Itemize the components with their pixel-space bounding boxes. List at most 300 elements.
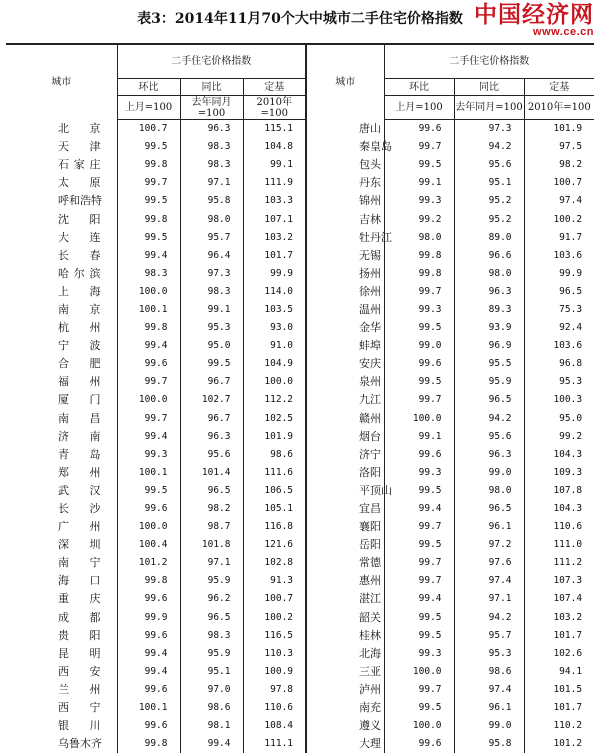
- left-city-cell: 北京: [58, 121, 101, 135]
- left-yoy-cell: 97.3: [180, 265, 243, 283]
- right-yoy-cell: 99.0: [454, 464, 524, 482]
- left-fixed-cell: 101.9: [243, 428, 306, 446]
- right-fixed-cell: 95.0: [524, 410, 594, 428]
- right-city-cell: 遵义: [306, 717, 384, 735]
- right-yoy-cell: 97.4: [454, 572, 524, 590]
- right-fixed-cell: 100.2: [524, 210, 594, 228]
- table-row: [6, 319, 594, 337]
- right-city-cell: 烟台: [306, 428, 384, 446]
- header-city-left: 城市: [6, 44, 117, 120]
- table-row: [6, 446, 594, 464]
- right-yoy-cell: 97.2: [454, 536, 524, 554]
- left-fixed-cell: 100.2: [243, 609, 306, 627]
- left-yoy-cell: 98.2: [180, 500, 243, 518]
- left-yoy-cell: 99.5: [180, 355, 243, 373]
- right-city-cell: 岳阳: [306, 536, 384, 554]
- header-fixed-left: 定基: [243, 79, 306, 96]
- left-mom-cell: 99.4: [117, 428, 180, 446]
- left-mom-cell: 99.8: [117, 210, 180, 228]
- table-row: [6, 428, 594, 446]
- left-fixed-cell: 108.4: [243, 717, 306, 735]
- left-city-cell: 宁波: [58, 339, 101, 353]
- right-fixed-cell: 110.6: [524, 518, 594, 536]
- left-mom-cell: 99.6: [117, 681, 180, 699]
- right-mom-cell: 99.5: [384, 609, 454, 627]
- right-city-cell: 徐州: [306, 283, 384, 301]
- right-yoy-cell: 95.2: [454, 192, 524, 210]
- right-yoy-cell: 95.6: [454, 428, 524, 446]
- left-mom-cell: 100.0: [117, 283, 180, 301]
- table-body: [6, 120, 594, 754]
- header-yoy-base-left: 去年同月=100: [180, 96, 243, 120]
- right-yoy-cell: 95.1: [454, 174, 524, 192]
- left-fixed-cell: 121.6: [243, 536, 306, 554]
- left-mom-cell: 99.4: [117, 337, 180, 355]
- left-fixed-cell: 115.1: [243, 120, 306, 139]
- right-fixed-cell: 75.3: [524, 301, 594, 319]
- left-mom-cell: 99.4: [117, 663, 180, 681]
- left-yoy-cell: 95.9: [180, 572, 243, 590]
- left-mom-cell: 99.6: [117, 355, 180, 373]
- left-yoy-cell: 98.3: [180, 156, 243, 174]
- left-mom-cell: 100.1: [117, 699, 180, 717]
- left-city-cell: 南京: [58, 302, 101, 316]
- right-city-cell: 南充: [306, 699, 384, 717]
- table-row: [6, 663, 594, 681]
- right-yoy-cell: 89.3: [454, 301, 524, 319]
- left-fixed-cell: 99.9: [243, 265, 306, 283]
- left-city-cell: 海口: [58, 574, 101, 588]
- left-yoy-cell: 95.3: [180, 319, 243, 337]
- site-logo: [474, 2, 594, 38]
- left-city-cell: 武汉: [58, 483, 101, 497]
- right-mom-cell: 99.7: [384, 554, 454, 572]
- right-mom-cell: 100.0: [384, 717, 454, 735]
- right-yoy-cell: 96.5: [454, 500, 524, 518]
- left-mom-cell: 99.8: [117, 156, 180, 174]
- left-city-cell: 合肥: [58, 357, 101, 371]
- logo-name: 中国经济网: [474, 1, 594, 28]
- right-fixed-cell: 95.3: [524, 373, 594, 391]
- right-city-cell: 丹东: [306, 174, 384, 192]
- right-mom-cell: 99.7: [384, 138, 454, 156]
- header-yoy-base-right: 去年同月=100: [454, 96, 524, 120]
- table-row: [6, 210, 594, 228]
- right-yoy-cell: 94.2: [454, 609, 524, 627]
- left-yoy-cell: 98.7: [180, 518, 243, 536]
- header-yoy-left: 同比: [180, 79, 243, 96]
- left-city-cell: 深圳: [58, 538, 101, 552]
- left-city-cell: 天津: [58, 140, 101, 154]
- right-city-cell: 唐山: [306, 120, 384, 139]
- left-mom-cell: 99.5: [117, 192, 180, 210]
- left-city-cell: 重庆: [58, 592, 101, 606]
- right-city-cell: 秦皇岛: [306, 138, 384, 156]
- right-yoy-cell: 96.1: [454, 518, 524, 536]
- right-mom-cell: 99.0: [384, 337, 454, 355]
- header-index-group-left: 二手住宅价格指数: [117, 44, 306, 79]
- left-fixed-cell: 93.0: [243, 319, 306, 337]
- right-fixed-cell: 103.2: [524, 609, 594, 627]
- table-row: [6, 120, 594, 139]
- left-city-cell: 沈阳: [58, 212, 101, 226]
- right-city-cell: 湛江: [306, 590, 384, 608]
- left-mom-cell: 100.1: [117, 464, 180, 482]
- left-yoy-cell: 96.5: [180, 609, 243, 627]
- right-city-cell: 桂林: [306, 627, 384, 645]
- header-yoy-right: 同比: [454, 79, 524, 96]
- header-fixed-base-left: 2010年=100: [243, 96, 306, 120]
- left-mom-cell: 98.3: [117, 265, 180, 283]
- left-fixed-cell: 116.8: [243, 518, 306, 536]
- right-yoy-cell: 94.2: [454, 410, 524, 428]
- right-city-cell: 济宁: [306, 446, 384, 464]
- right-yoy-cell: 95.7: [454, 627, 524, 645]
- right-mom-cell: 99.7: [384, 572, 454, 590]
- table-row: [6, 337, 594, 355]
- left-mom-cell: 100.0: [117, 391, 180, 409]
- left-mom-cell: 100.7: [117, 120, 180, 139]
- left-city-cell: 哈尔滨: [58, 266, 101, 280]
- right-fixed-cell: 103.6: [524, 247, 594, 265]
- left-mom-cell: 99.5: [117, 138, 180, 156]
- right-yoy-cell: 97.6: [454, 554, 524, 572]
- right-mom-cell: 99.5: [384, 373, 454, 391]
- left-fixed-cell: 104.8: [243, 138, 306, 156]
- right-city-cell: 北海: [306, 645, 384, 663]
- right-fixed-cell: 99.2: [524, 428, 594, 446]
- table-row: [6, 717, 594, 735]
- left-yoy-cell: 95.7: [180, 229, 243, 247]
- left-city-cell: 西安: [58, 664, 101, 678]
- right-yoy-cell: 95.9: [454, 373, 524, 391]
- right-city-cell: 襄阳: [306, 518, 384, 536]
- table-row: [6, 536, 594, 554]
- left-fixed-cell: 91.3: [243, 572, 306, 590]
- right-fixed-cell: 100.7: [524, 174, 594, 192]
- left-fixed-cell: 97.8: [243, 681, 306, 699]
- left-mom-cell: 100.0: [117, 518, 180, 536]
- left-yoy-cell: 102.7: [180, 391, 243, 409]
- left-city-cell: 贵阳: [58, 628, 101, 642]
- left-yoy-cell: 96.2: [180, 590, 243, 608]
- right-mom-cell: 98.0: [384, 229, 454, 247]
- left-fixed-cell: 106.5: [243, 482, 306, 500]
- right-yoy-cell: 97.3: [454, 120, 524, 139]
- header-fixed-base-right: 2010年=100: [524, 96, 594, 120]
- right-fixed-cell: 101.9: [524, 120, 594, 139]
- right-mom-cell: 100.0: [384, 410, 454, 428]
- header-mom-base-right: 上月=100: [384, 96, 454, 120]
- logo-url: www.ce.cn: [533, 26, 594, 38]
- right-mom-cell: 99.6: [384, 120, 454, 139]
- header-city-right: 城市: [306, 44, 384, 120]
- left-mom-cell: 99.6: [117, 627, 180, 645]
- left-mom-cell: 99.8: [117, 319, 180, 337]
- right-yoy-cell: 96.9: [454, 337, 524, 355]
- right-mom-cell: 99.8: [384, 265, 454, 283]
- right-mom-cell: 99.1: [384, 428, 454, 446]
- left-mom-cell: 99.6: [117, 590, 180, 608]
- table-row: [6, 518, 594, 536]
- left-mom-cell: 99.4: [117, 645, 180, 663]
- table-row: [6, 174, 594, 192]
- table-row: [6, 283, 594, 301]
- left-mom-cell: 99.5: [117, 482, 180, 500]
- left-city-cell: 南宁: [58, 556, 101, 570]
- table-row: [6, 554, 594, 572]
- right-mom-cell: 99.1: [384, 174, 454, 192]
- right-mom-cell: 99.5: [384, 699, 454, 717]
- table-row: [6, 301, 594, 319]
- right-yoy-cell: 97.1: [454, 590, 524, 608]
- right-yoy-cell: 97.4: [454, 681, 524, 699]
- right-city-cell: 常德: [306, 554, 384, 572]
- table-row: [6, 590, 594, 608]
- right-mom-cell: 99.5: [384, 156, 454, 174]
- table-row: [6, 735, 594, 753]
- left-fixed-cell: 100.0: [243, 373, 306, 391]
- right-city-cell: 三亚: [306, 663, 384, 681]
- right-yoy-cell: 94.2: [454, 138, 524, 156]
- right-yoy-cell: 98.6: [454, 663, 524, 681]
- left-mom-cell: 99.8: [117, 572, 180, 590]
- right-mom-cell: 99.6: [384, 446, 454, 464]
- table-title: 表3：2014年11月70个大中城市二手住宅价格指数: [137, 11, 463, 27]
- right-city-cell: 大理: [306, 735, 384, 753]
- left-city-cell: 广州: [58, 520, 101, 534]
- left-city-cell: 呼和浩特: [58, 194, 102, 208]
- left-mom-cell: 99.4: [117, 247, 180, 265]
- left-fixed-cell: 110.6: [243, 699, 306, 717]
- table-row: [6, 156, 594, 174]
- left-mom-cell: 99.9: [117, 609, 180, 627]
- left-yoy-cell: 95.6: [180, 446, 243, 464]
- table-row: [6, 265, 594, 283]
- right-mom-cell: 99.6: [384, 735, 454, 753]
- right-city-cell: 韶关: [306, 609, 384, 627]
- right-city-cell: 九江: [306, 391, 384, 409]
- right-city-cell: 泸州: [306, 681, 384, 699]
- table-row: [6, 391, 594, 409]
- left-fixed-cell: 110.3: [243, 645, 306, 663]
- right-mom-cell: 99.7: [384, 518, 454, 536]
- right-mom-cell: 99.3: [384, 645, 454, 663]
- left-yoy-cell: 96.5: [180, 482, 243, 500]
- left-yoy-cell: 99.4: [180, 735, 243, 753]
- right-mom-cell: 99.3: [384, 301, 454, 319]
- right-mom-cell: 100.0: [384, 663, 454, 681]
- right-fixed-cell: 97.5: [524, 138, 594, 156]
- left-fixed-cell: 91.0: [243, 337, 306, 355]
- right-yoy-cell: 89.0: [454, 229, 524, 247]
- price-index-table: [6, 43, 594, 753]
- right-city-cell: 宜昌: [306, 500, 384, 518]
- left-fixed-cell: 107.1: [243, 210, 306, 228]
- left-mom-cell: 101.2: [117, 554, 180, 572]
- left-city-cell: 南昌: [58, 411, 101, 425]
- right-yoy-cell: 98.0: [454, 482, 524, 500]
- table-row: [6, 464, 594, 482]
- left-fixed-cell: 111.6: [243, 464, 306, 482]
- left-yoy-cell: 98.3: [180, 627, 243, 645]
- right-fixed-cell: 96.8: [524, 355, 594, 373]
- right-mom-cell: 99.3: [384, 192, 454, 210]
- right-yoy-cell: 98.0: [454, 265, 524, 283]
- left-yoy-cell: 101.8: [180, 536, 243, 554]
- left-mom-cell: 99.7: [117, 174, 180, 192]
- right-city-cell: 赣州: [306, 410, 384, 428]
- left-yoy-cell: 98.3: [180, 138, 243, 156]
- left-city-cell: 济南: [58, 429, 101, 443]
- right-city-cell: 泉州: [306, 373, 384, 391]
- left-fixed-cell: 114.0: [243, 283, 306, 301]
- left-city-cell: 西宁: [58, 701, 101, 715]
- right-fixed-cell: 92.4: [524, 319, 594, 337]
- left-yoy-cell: 97.1: [180, 174, 243, 192]
- left-mom-cell: 99.7: [117, 373, 180, 391]
- right-fixed-cell: 101.7: [524, 699, 594, 717]
- right-yoy-cell: 95.5: [454, 355, 524, 373]
- right-city-cell: 平顶山: [306, 482, 384, 500]
- right-fixed-cell: 91.7: [524, 229, 594, 247]
- table-row: [6, 681, 594, 699]
- right-city-cell: 无锡: [306, 247, 384, 265]
- left-city-cell: 兰州: [58, 682, 101, 696]
- left-yoy-cell: 96.7: [180, 373, 243, 391]
- right-mom-cell: 99.2: [384, 210, 454, 228]
- right-mom-cell: 99.5: [384, 482, 454, 500]
- header-index-group-right: 二手住宅价格指数: [384, 44, 594, 79]
- left-city-cell: 郑州: [58, 465, 101, 479]
- right-yoy-cell: 96.3: [454, 283, 524, 301]
- right-city-cell: 洛阳: [306, 464, 384, 482]
- right-yoy-cell: 99.0: [454, 717, 524, 735]
- right-fixed-cell: 101.5: [524, 681, 594, 699]
- left-fixed-cell: 101.7: [243, 247, 306, 265]
- right-fixed-cell: 104.3: [524, 446, 594, 464]
- left-city-cell: 昆明: [58, 646, 101, 660]
- right-mom-cell: 99.6: [384, 355, 454, 373]
- left-fixed-cell: 103.3: [243, 192, 306, 210]
- right-mom-cell: 99.4: [384, 500, 454, 518]
- left-fixed-cell: 103.5: [243, 301, 306, 319]
- right-fixed-cell: 97.4: [524, 192, 594, 210]
- left-city-cell: 福州: [58, 375, 101, 389]
- left-mom-cell: 100.4: [117, 536, 180, 554]
- left-mom-cell: 99.8: [117, 735, 180, 753]
- header-mom-base-left: 上月=100: [117, 96, 180, 120]
- table-row: [6, 355, 594, 373]
- left-city-cell: 石家庄: [58, 158, 101, 172]
- left-mom-cell: 99.7: [117, 410, 180, 428]
- right-yoy-cell: 95.3: [454, 645, 524, 663]
- right-fixed-cell: 101.7: [524, 627, 594, 645]
- left-city-cell: 大连: [58, 230, 101, 244]
- left-fixed-cell: 103.2: [243, 229, 306, 247]
- right-city-cell: 温州: [306, 301, 384, 319]
- right-yoy-cell: 93.9: [454, 319, 524, 337]
- left-mom-cell: 100.1: [117, 301, 180, 319]
- right-yoy-cell: 95.6: [454, 156, 524, 174]
- left-fixed-cell: 100.9: [243, 663, 306, 681]
- header-mom-right: 环比: [384, 79, 454, 96]
- right-fixed-cell: 109.3: [524, 464, 594, 482]
- right-city-cell: 扬州: [306, 265, 384, 283]
- left-yoy-cell: 98.0: [180, 210, 243, 228]
- right-city-cell: 安庆: [306, 355, 384, 373]
- left-yoy-cell: 95.0: [180, 337, 243, 355]
- left-fixed-cell: 105.1: [243, 500, 306, 518]
- right-mom-cell: 99.7: [384, 283, 454, 301]
- right-mom-cell: 99.3: [384, 464, 454, 482]
- header-fixed-right: 定基: [524, 79, 594, 96]
- right-mom-cell: 99.5: [384, 536, 454, 554]
- right-fixed-cell: 111.0: [524, 536, 594, 554]
- right-city-cell: 吉林: [306, 210, 384, 228]
- right-fixed-cell: 96.5: [524, 283, 594, 301]
- right-fixed-cell: 107.3: [524, 572, 594, 590]
- left-city-cell: 青岛: [58, 447, 101, 461]
- left-mom-cell: 99.3: [117, 446, 180, 464]
- table-row: [6, 609, 594, 627]
- left-yoy-cell: 96.3: [180, 428, 243, 446]
- right-mom-cell: 99.8: [384, 247, 454, 265]
- left-city-cell: 成都: [58, 610, 101, 624]
- left-yoy-cell: 96.4: [180, 247, 243, 265]
- table-row: [6, 138, 594, 156]
- right-fixed-cell: 104.3: [524, 500, 594, 518]
- left-yoy-cell: 96.3: [180, 120, 243, 139]
- left-city-cell: 杭州: [58, 321, 101, 335]
- left-city-cell: 长春: [58, 248, 101, 262]
- left-yoy-cell: 98.6: [180, 699, 243, 717]
- table-row: [6, 699, 594, 717]
- right-city-cell: 蚌埠: [306, 337, 384, 355]
- left-yoy-cell: 96.7: [180, 410, 243, 428]
- right-mom-cell: 99.5: [384, 627, 454, 645]
- right-mom-cell: 99.4: [384, 590, 454, 608]
- left-city-cell: 乌鲁木齐: [58, 737, 102, 751]
- right-mom-cell: 99.5: [384, 319, 454, 337]
- left-fixed-cell: 98.6: [243, 446, 306, 464]
- right-city-cell: 锦州: [306, 192, 384, 210]
- left-yoy-cell: 95.8: [180, 192, 243, 210]
- right-fixed-cell: 102.6: [524, 645, 594, 663]
- table-row: [6, 645, 594, 663]
- left-fixed-cell: 111.1: [243, 735, 306, 753]
- right-yoy-cell: 96.6: [454, 247, 524, 265]
- right-yoy-cell: 96.3: [454, 446, 524, 464]
- right-fixed-cell: 100.3: [524, 391, 594, 409]
- left-yoy-cell: 99.1: [180, 301, 243, 319]
- right-yoy-cell: 95.2: [454, 210, 524, 228]
- left-city-cell: 厦门: [58, 393, 101, 407]
- left-fixed-cell: 116.5: [243, 627, 306, 645]
- left-city-cell: 上海: [58, 284, 101, 298]
- left-fixed-cell: 100.7: [243, 590, 306, 608]
- left-fixed-cell: 112.2: [243, 391, 306, 409]
- right-fixed-cell: 99.9: [524, 265, 594, 283]
- right-city-cell: 牡丹江: [306, 229, 384, 247]
- right-fixed-cell: 94.1: [524, 663, 594, 681]
- table-row: [6, 627, 594, 645]
- left-mom-cell: 99.6: [117, 717, 180, 735]
- table-row: [6, 482, 594, 500]
- right-mom-cell: 99.7: [384, 391, 454, 409]
- right-city-cell: 包头: [306, 156, 384, 174]
- left-city-cell: 太原: [58, 176, 101, 190]
